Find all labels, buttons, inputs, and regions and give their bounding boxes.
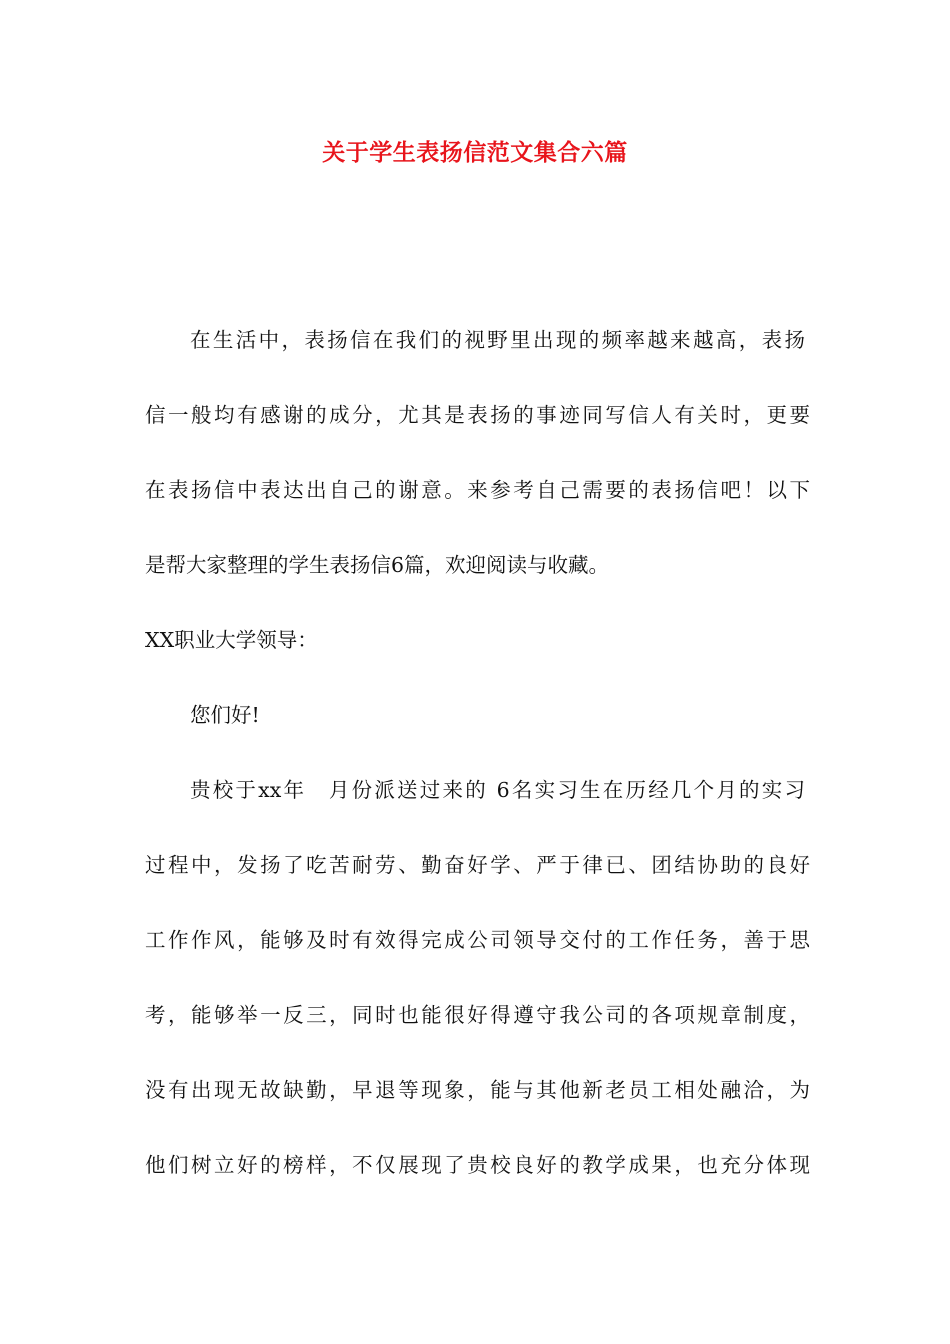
paragraph-line: 信一般均有感谢的成分，尤其是表扬的事迹同写信人有关时，更要 [145, 403, 810, 427]
paragraph-line: 贵校于xx年 月份派送过来的 6名实习生在历经几个月的实习 [190, 778, 805, 802]
paragraph-line: 没有出现无故缺勤，早退等现象，能与其他新老员工相处融洽，为 [145, 1078, 810, 1102]
document-title: 关于学生表扬信范文集合六篇 [322, 139, 628, 166]
salutation: XX职业大学领导： [145, 628, 318, 652]
paragraph-line: 考，能够举一反三，同时也能很好得遵守我公司的各项规章制度， [145, 1003, 810, 1027]
greeting: 您们好! [190, 703, 260, 727]
paragraph-line: 在表扬信中表达出自己的谢意。来参考自己需要的表扬信吧！以下 [145, 478, 810, 502]
paragraph-line: 工作作风，能够及时有效得完成公司领导交付的工作任务，善于思 [145, 928, 810, 952]
paragraph-line: 他们树立好的榜样，不仅展现了贵校良好的教学成果，也充分体现 [145, 1153, 810, 1177]
paragraph-line: 在生活中，表扬信在我们的视野里出现的频率越来越高，表扬 [190, 328, 805, 352]
paragraph-line: 过程中，发扬了吃苦耐劳、勤奋好学、严于律已、团结协助的良好 [145, 853, 810, 877]
paragraph-line: 是帮大家整理的学生表扬信6篇，欢迎阅读与收藏。 [145, 553, 610, 577]
